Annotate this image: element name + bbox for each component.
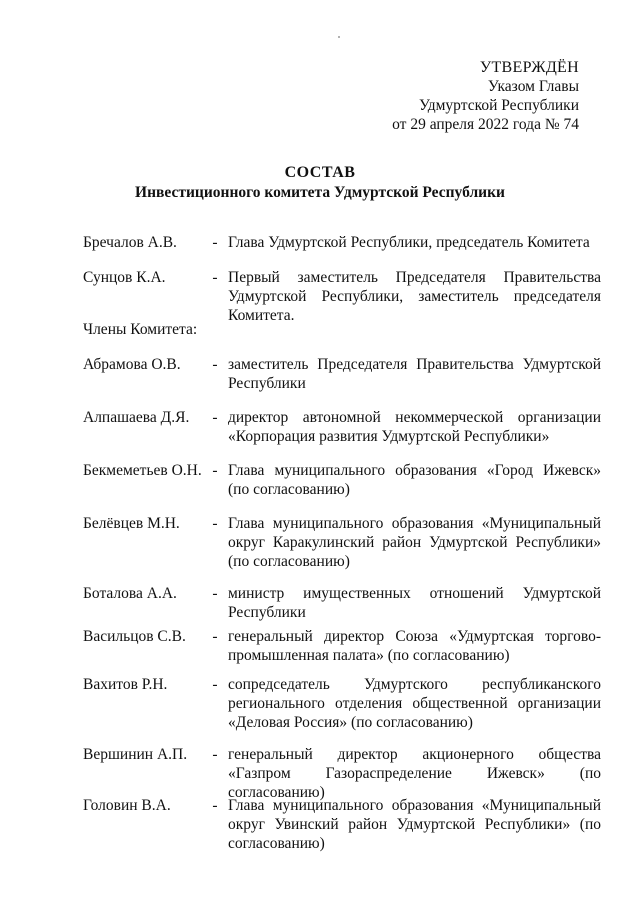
member-position: Глава муниципального образования «Город Ижевск» (по согласованию): [228, 462, 601, 498]
separator-dash: -: [212, 676, 218, 693]
approval-line-3: Удмуртской Республики: [418, 97, 579, 114]
separator-dash: -: [212, 462, 218, 479]
approval-line-1: УТВЕРЖДЁН: [479, 59, 579, 76]
separator-dash: -: [212, 797, 218, 814]
member-name: Вахитов Р.Н.: [83, 676, 168, 693]
separator-dash: -: [212, 409, 218, 426]
separator-dash: -: [212, 234, 218, 251]
member-name: Вершинин А.П.: [83, 746, 188, 763]
members-label: Члены Комитета:: [83, 321, 198, 338]
member-position: генеральный директор Союза «Удмуртская торгово-промышленная палата» (по согласованию): [228, 628, 601, 664]
member-name: Васильцов С.В.: [83, 628, 186, 645]
document-title: [0, 163, 640, 203]
separator-dash: -: [212, 356, 218, 373]
approval-stamp: [392, 58, 579, 134]
title-subtitle: Инвестиционного комитета Удмуртской Республики: [135, 184, 505, 201]
separator-dash: -: [212, 746, 218, 763]
member-position: сопредседатель Удмуртского республиканского регионального отделения общественной организации «Деловая Россия» (по согласованию): [228, 676, 601, 731]
member-name: Боталова А.А.: [83, 585, 177, 602]
member-position: генеральный директор акционерного общества «Газпром Газораспределение Ижевск» (по согласованию): [228, 746, 601, 801]
scan-speck: [338, 36, 340, 38]
member-position: Глава муниципального образования «Муниципальный округ Каракулинский район Удмуртской Республики» (по согласованию): [228, 515, 601, 570]
separator-dash: -: [212, 515, 218, 532]
member-name: Белёвцев М.Н.: [83, 515, 180, 532]
approval-line-4: от 29 апреля 2022 года № 74: [392, 116, 579, 133]
member-name: Бекмеметьев О.Н.: [83, 462, 202, 479]
member-position: министр имущественных отношений Удмуртской Республики: [228, 585, 601, 621]
member-position: Глава Удмуртской Республики, председатель Комитета: [228, 234, 590, 251]
member-name: Алпашаева Д.Я.: [83, 409, 190, 426]
separator-dash: -: [212, 628, 218, 645]
member-position: заместитель Председателя Правительства Удмуртской Республики: [228, 356, 601, 392]
approval-line-2: Указом Главы: [487, 78, 579, 95]
title-main: СОСТАВ: [284, 164, 356, 181]
member-position: Глава муниципального образования «Муниципальный округ Увинский район Удмуртской Республики» (по согласованию): [228, 797, 601, 852]
separator-dash: -: [212, 585, 218, 602]
member-name: Абрамова О.В.: [83, 356, 181, 373]
member-name: Сунцов К.А.: [83, 269, 166, 286]
member-name: Головин В.А.: [83, 797, 171, 814]
member-position: Первый заместитель Председателя Правительства Удмуртской Республики, заместитель председателя Комитета.: [228, 269, 601, 324]
member-position: директор автономной некоммерческой организации «Корпорация развития Удмуртской Республики»: [228, 409, 601, 445]
member-name: Бречалов А.В.: [83, 234, 177, 251]
separator-dash: -: [212, 269, 218, 286]
